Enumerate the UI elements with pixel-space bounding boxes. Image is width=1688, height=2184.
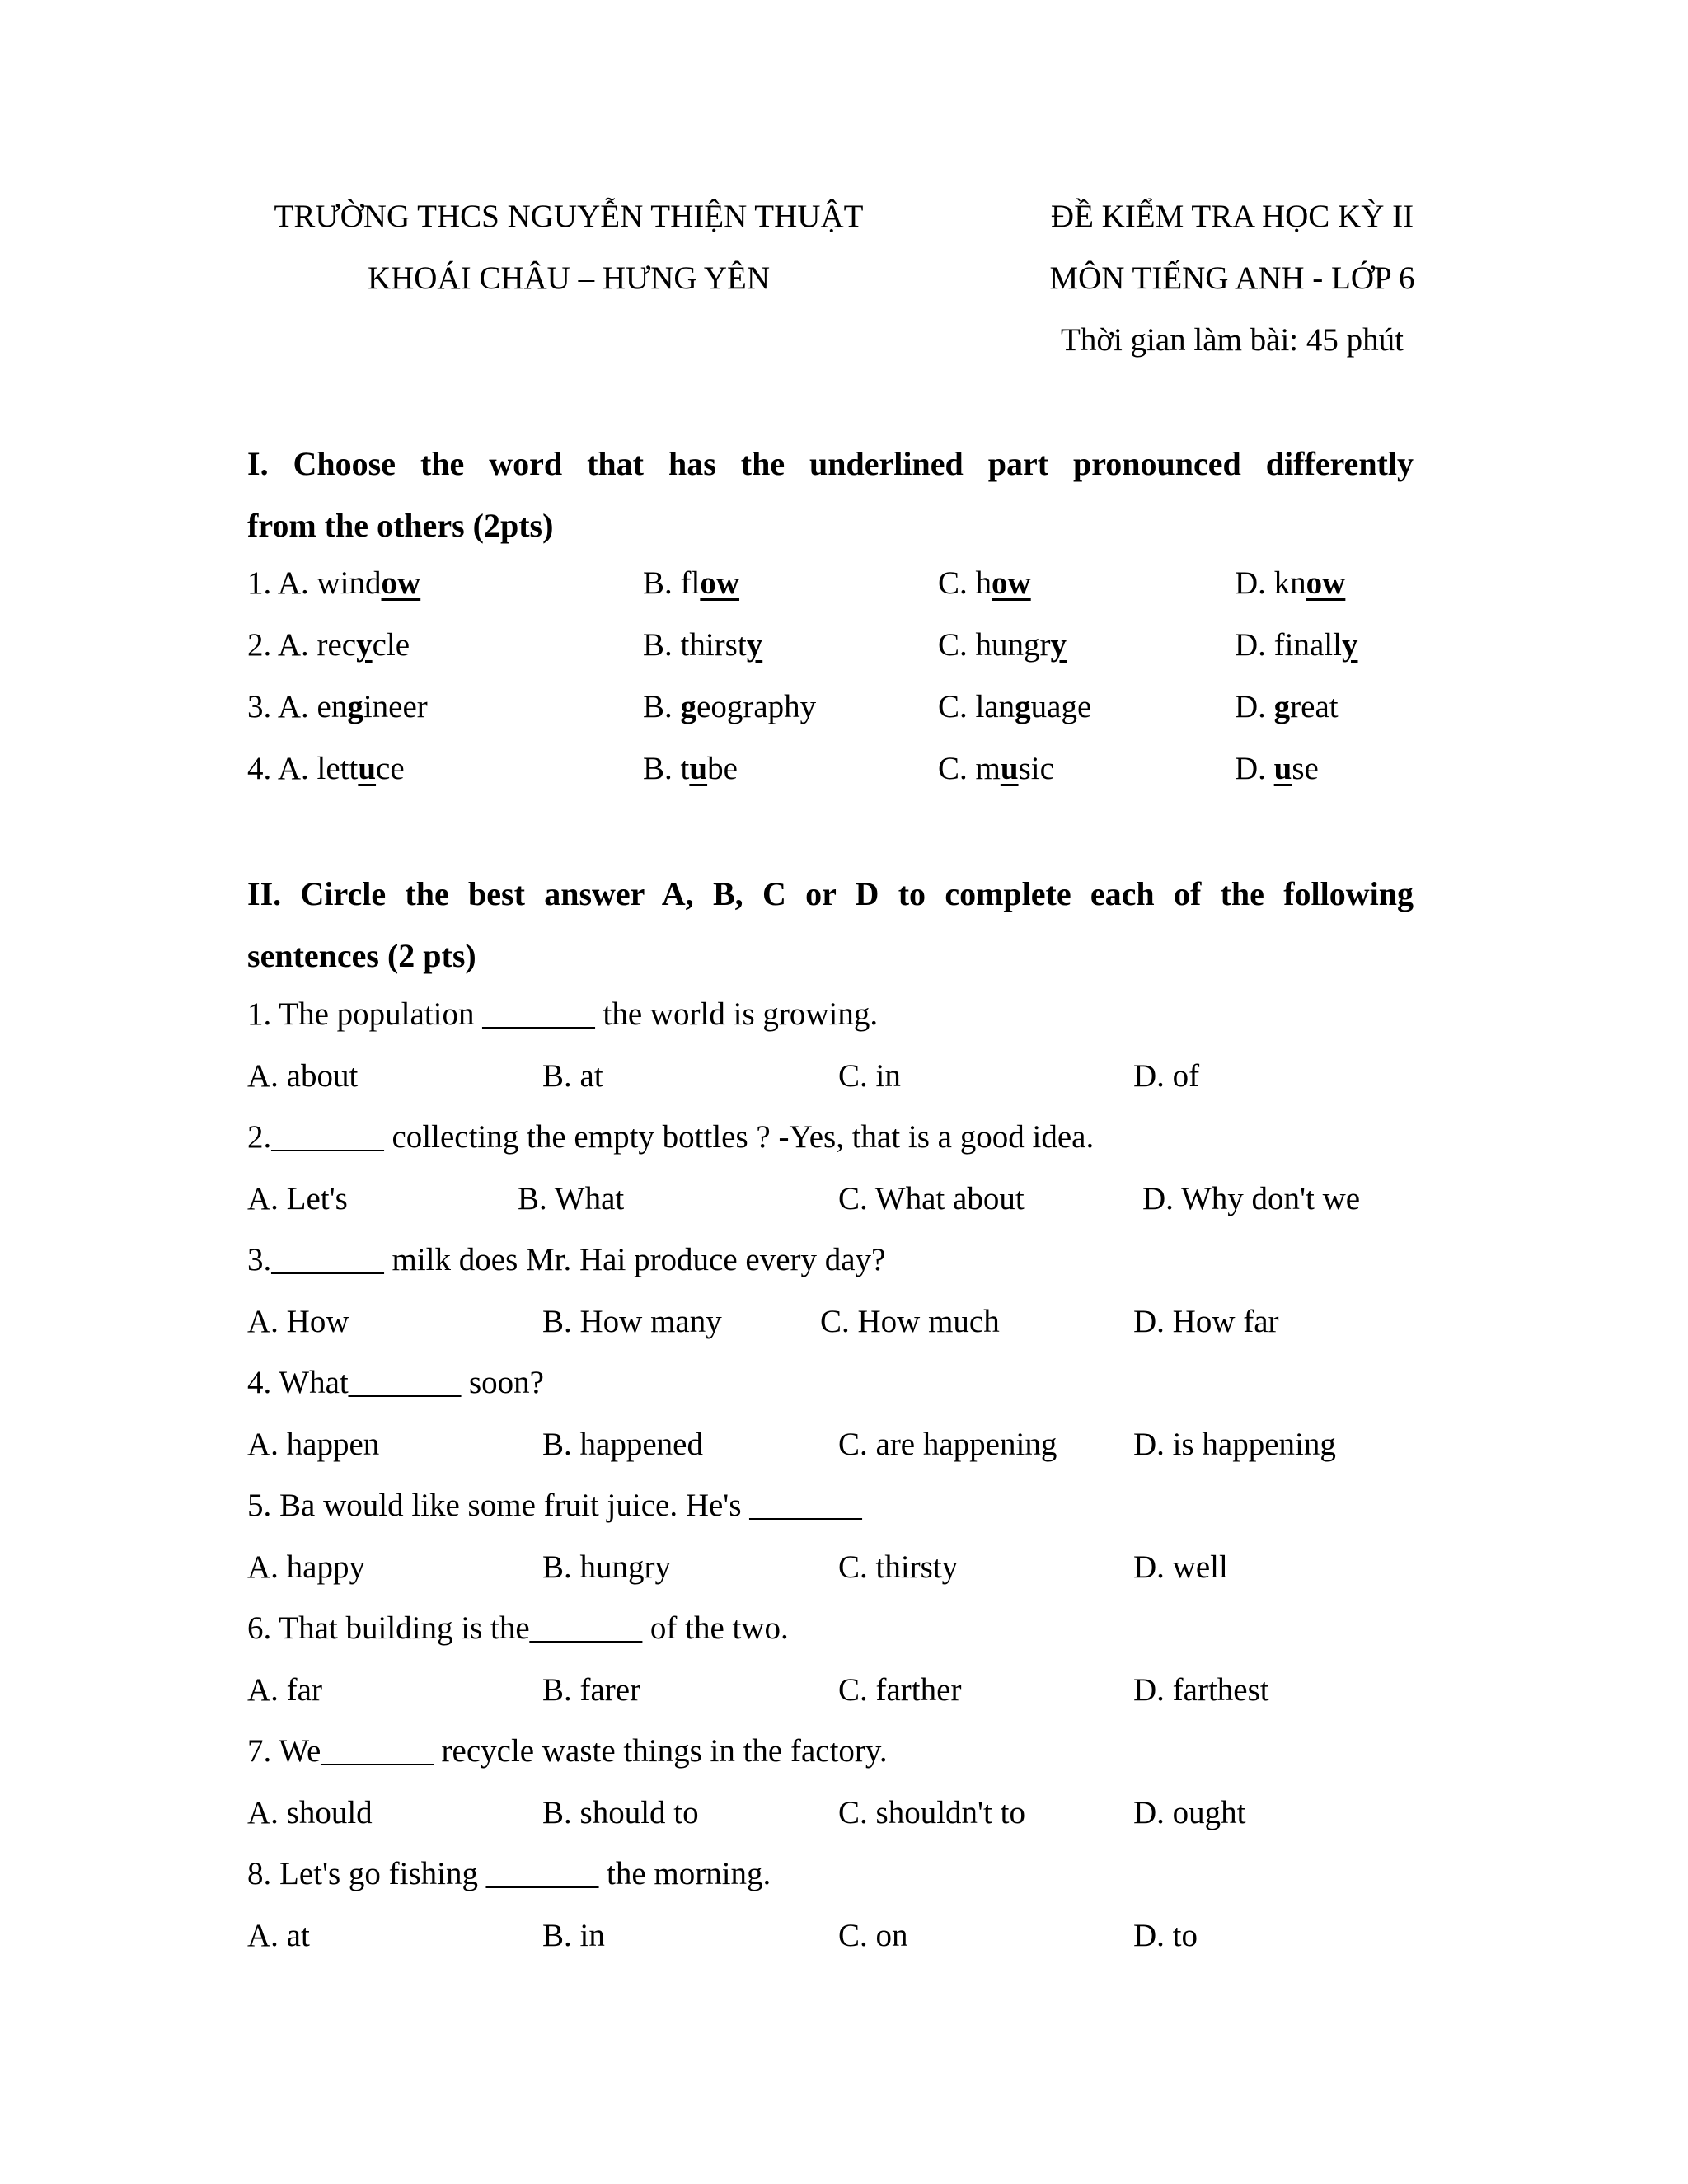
option-text: D. (1235, 689, 1274, 724)
question-text: 3._______ milk does Mr. Hai produce every day? (247, 1242, 886, 1277)
underlined-part: ow (700, 565, 740, 601)
answer-option[interactable]: D. How far (1133, 1304, 1279, 1339)
section1-title-line2: from the others (2pts) (247, 507, 554, 544)
option-text: 4. A. lett (247, 751, 359, 786)
pronunciation-option[interactable] (643, 688, 816, 725)
answer-options-row (0, 1180, 1688, 1230)
answer-option[interactable]: B. at (542, 1058, 603, 1094)
section2-title (247, 863, 1414, 987)
underlined-part: g (1015, 689, 1031, 724)
option-text: cle (372, 627, 410, 663)
pronunciation-option[interactable] (938, 565, 1031, 602)
option-text: be (707, 751, 738, 786)
underlined-part: y (1050, 627, 1067, 663)
answer-option[interactable]: D. is happening (1133, 1427, 1336, 1462)
pronunciation-option[interactable] (938, 688, 1091, 725)
option-text: eography (696, 689, 817, 724)
answer-option[interactable]: D. Why don't we (1142, 1181, 1361, 1216)
option-text: 2. A. rec (247, 627, 357, 663)
answer-option[interactable]: B. What (518, 1181, 625, 1216)
question-text: 1. The population _______ the world is growing. (247, 996, 879, 1032)
pronunciation-option[interactable] (938, 626, 1067, 663)
underlined-part: y (356, 627, 373, 663)
underlined-part: u (1000, 751, 1019, 786)
option-text: 1. A. wind (247, 565, 382, 601)
option-text: B. thirst (643, 627, 747, 663)
option-text: C. h (938, 565, 992, 601)
option-text: uage (1030, 689, 1092, 724)
answer-option[interactable]: D. to (1133, 1918, 1198, 1953)
answer-option[interactable]: A. should (247, 1795, 373, 1830)
answer-options-row (0, 1426, 1688, 1475)
answer-option[interactable]: A. Let's (247, 1181, 348, 1216)
option-text: B. (643, 689, 681, 724)
option-text: ineer (363, 689, 428, 724)
pronunciation-option[interactable] (643, 626, 762, 663)
answer-option[interactable]: A. How (247, 1304, 349, 1339)
answer-option[interactable]: A. happen (247, 1427, 380, 1462)
option-text: sic (1018, 751, 1054, 786)
question-text: 2._______ collecting the empty bottles ? -Yes, that is a good idea. (247, 1119, 1095, 1155)
option-text: reat (1290, 689, 1339, 724)
answer-option[interactable]: C. shouldn't to (838, 1795, 1025, 1830)
answer-option[interactable]: B. happened (542, 1427, 703, 1462)
answer-option[interactable]: C. thirsty (838, 1549, 959, 1585)
answer-option[interactable]: A. at (247, 1918, 310, 1953)
underlined-part: g (1273, 689, 1291, 724)
option-text: C. lan (938, 689, 1015, 724)
answer-option[interactable]: D. farthest (1133, 1672, 1269, 1708)
exam-duration: Thời gian làm bài: 45 phút (1061, 322, 1404, 358)
option-text: C. m (938, 751, 1001, 786)
section1-row (0, 626, 1688, 676)
exam-subject: MÔN TIẾNG ANH - LỚP 6 (1049, 260, 1415, 296)
answer-option[interactable]: C. are happening (838, 1427, 1057, 1462)
answer-option[interactable]: B. in (542, 1918, 605, 1953)
underlined-part: g (680, 689, 697, 724)
question-text: 7. We_______ recycle waste things in the factory. (247, 1733, 888, 1769)
section1-row (0, 688, 1688, 738)
answer-option[interactable]: C. How much (820, 1304, 1000, 1339)
answer-options-row (0, 1794, 1688, 1844)
answer-options-row (0, 1671, 1688, 1721)
section2-title-line2: sentences (2 pts) (247, 937, 476, 974)
pronunciation-option[interactable] (1235, 750, 1319, 787)
section1-row (0, 750, 1688, 799)
pronunciation-option[interactable] (938, 750, 1054, 787)
underlined-part: ow (1306, 565, 1346, 601)
underlined-part: u (358, 751, 377, 786)
pronunciation-option[interactable] (1235, 565, 1345, 602)
option-text: B. fl (643, 565, 701, 601)
option-text: ce (376, 751, 405, 786)
underlined-part: y (746, 627, 763, 663)
answer-option[interactable]: D. ought (1133, 1795, 1246, 1830)
answer-option[interactable]: D. well (1133, 1549, 1228, 1585)
answer-option[interactable]: A. happy (247, 1549, 365, 1585)
pronunciation-option[interactable] (247, 626, 410, 663)
answer-option[interactable]: A. about (247, 1058, 359, 1094)
underlined-part: g (347, 689, 363, 724)
answer-option[interactable]: B. hungry (542, 1549, 671, 1585)
section1-title (247, 433, 1414, 556)
answer-option[interactable]: B. should to (542, 1795, 699, 1830)
section1-title-line1: I. Choose the word that has the underlined part pronounced differently (247, 445, 1414, 482)
option-text: C. hungr (938, 627, 1051, 663)
pronunciation-option[interactable] (1235, 626, 1357, 663)
pronunciation-option[interactable] (247, 565, 420, 602)
answer-options-row (0, 1057, 1688, 1107)
pronunciation-option[interactable] (643, 565, 739, 602)
question-text: 6. That building is the_______ of the two. (247, 1610, 789, 1646)
section1-row (0, 565, 1688, 614)
option-text: B. t (643, 751, 690, 786)
question-text: 8. Let's go fishing _______ the morning. (247, 1856, 771, 1891)
answer-option[interactable]: C. on (838, 1918, 908, 1953)
question-text: 4. What_______ soon? (247, 1365, 544, 1400)
question-text: 5. Ba would like some fruit juice. He's _______ (247, 1488, 862, 1523)
underlined-part: ow (381, 565, 421, 601)
answer-option[interactable]: B. farer (542, 1672, 641, 1708)
answer-option[interactable]: D. of (1133, 1058, 1200, 1094)
exam-title: ĐỀ KIỂM TRA HỌC KỲ II (1050, 199, 1414, 234)
answer-option[interactable]: A. far (247, 1672, 322, 1708)
pronunciation-option[interactable] (247, 688, 428, 725)
answer-options-row (0, 1549, 1688, 1598)
underlined-part: ow (992, 565, 1031, 601)
pronunciation-option[interactable] (247, 750, 405, 787)
option-text: 3. A. en (247, 689, 348, 724)
answer-option[interactable]: C. What about (838, 1181, 1025, 1216)
underlined-part: u (689, 751, 708, 786)
pronunciation-option[interactable] (643, 750, 738, 787)
option-text: se (1292, 751, 1319, 786)
underlined-part: y (1341, 627, 1358, 663)
section2-title-line1: II. Circle the best answer A, B, C or D to complete each of the following (247, 875, 1414, 912)
school-name: TRƯỜNG THCS NGUYỄN THIỆN THUẬT (274, 199, 864, 234)
answer-options-row (0, 1917, 1688, 1966)
answer-option[interactable]: B. How many (542, 1304, 722, 1339)
option-text: D. kn (1235, 565, 1306, 601)
option-text: D. finall (1235, 627, 1342, 663)
option-text: D. (1235, 751, 1274, 786)
answer-options-row (0, 1303, 1688, 1352)
answer-option[interactable]: C. in (838, 1058, 901, 1094)
school-location: KHOÁI CHÂU – HƯNG YÊN (367, 260, 771, 296)
underlined-part: u (1273, 751, 1292, 786)
answer-option[interactable]: C. farther (838, 1672, 962, 1708)
pronunciation-option[interactable] (1235, 688, 1339, 725)
